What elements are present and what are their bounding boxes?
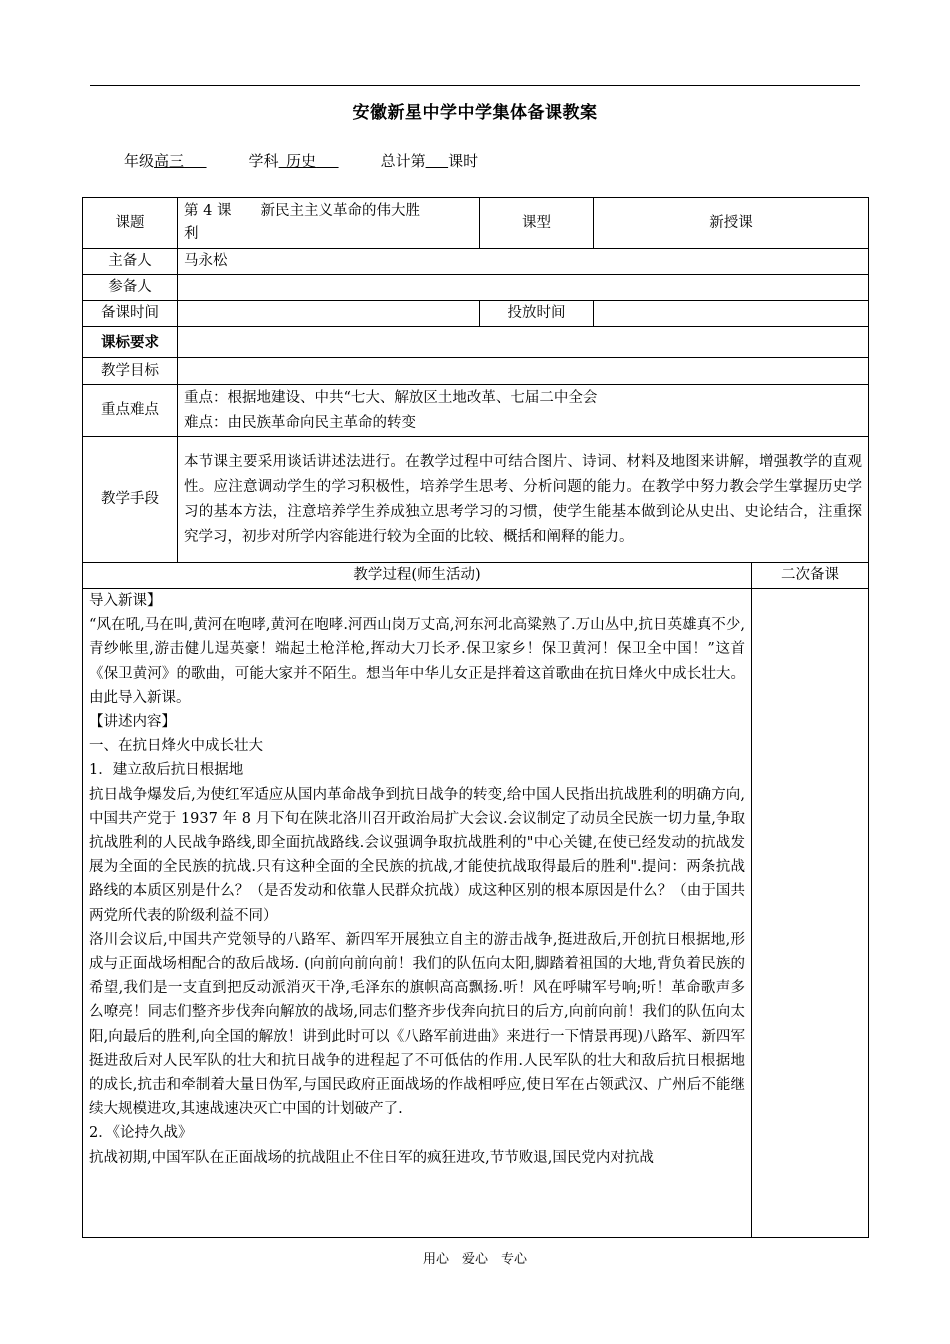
process-content-row bbox=[83, 589, 869, 1238]
total-value bbox=[426, 152, 449, 170]
goals-row bbox=[83, 358, 869, 385]
grade-value: 高三 bbox=[154, 152, 185, 170]
lead-value: 马永松 bbox=[178, 249, 869, 275]
release-time-value bbox=[594, 301, 869, 327]
standard-label: 课标要求 bbox=[83, 327, 178, 358]
type-label: 课型 bbox=[480, 198, 594, 249]
release-time-label: 投放时间 bbox=[480, 301, 594, 327]
process-paragraph: 一、在抗日烽火中成长壮大 bbox=[89, 738, 263, 755]
key-value: 重点：根据地建设、中共“七大、解放区土地改革、七届二中全会 难点：由民族革命向民主革命的转变 bbox=[178, 385, 869, 437]
process-paragraph: 【讲述内容】 bbox=[89, 714, 176, 731]
process-label: 教学过程(师生活动) bbox=[83, 563, 752, 589]
process-paragraph: 导入新课】 bbox=[89, 593, 162, 609]
process-paragraph: “风在吼,马在叫,黄河在咆哮,黄河在咆哮.河西山岗万丈高,河东河北高粱熟了.万山丛中,抗日英雄真不少,青纱帐里,游击健儿逞英豪！端起土枪洋枪,挥动大刀长矛.保卫家乡！保卫黄河！保卫全中国！”这首《保卫黄河》的歌曲，可能大家并不陌生。想当年中华儿女正是拌着这首歌曲在抗日烽火中成长壮大。由此导入新课。 bbox=[89, 617, 745, 706]
type-value: 新授课 bbox=[594, 198, 869, 249]
total-label: 总计第 bbox=[380, 152, 426, 170]
page-footer: 用心 爱心 专心 bbox=[422, 1252, 527, 1267]
second-prep-content bbox=[752, 589, 869, 1238]
process-paragraph: 洛川会议后,中国共产党领导的八路军、新四军开展独立自主的游击战争,挺进敌后,开创抗日根据地,形成与正面战场相配合的敌后战场. (向前向前向前！我们的队伍向太阳,脚踏着祖国的大地,背负着民族的希望,我们是一支直到把反动派消灭干净,毛泽东的旗帜高高飘扬.听！风在呼啸军号响;听！革命歌声多么嘹亮！同志们整齐步伐奔向解放的战场,同志们整齐步伐奔向抗日的后方,向前向前！我们的队伍向太阳,向最后的胜利,向全国的解放！讲到此时可以《八路军前进曲》来进行一下情景再现)八路军、新四军挺进敌后对人民军队的壮大和抗日战争的进程起了不可低估的作用.人民军队的壮大和敌后抗日根据地的成长,抗击和牵制着大量日伪军,与国民政府正面战场的作战相呼应,使日军在占领武汉、广州后不能继续大规模进攻,其速战速决灭亡中国的计划破产了. bbox=[89, 931, 745, 1118]
topic-value: 第 4 课 新民主主义革命的伟大胜 利 bbox=[178, 198, 480, 249]
process-paragraph: 抗日战争爆发后,为使红军适应从国内革命战争到抗日战争的转变,给中国人民指出抗战胜利的明确方向,中国共产党于 1937 年 8 月下旬在陕北洛川召开政治局扩大会议.会议制定了动员全民族一切力量,争取抗战胜利的人民战争路线,即全面抗战路线.会议强调争取抗战胜利的"中心关键,在使已经发动的抗战发展为全面的全民族的抗战.只有这种全面的全民族的抗战,才能使抗战取得最后的胜利".提问：两条抗战路线的本质区别是什么？（是否发动和依靠人民群众抗战）成这种区别的根本原因是什么？（由于国共两党所代表的阶级利益不同） bbox=[89, 786, 745, 924]
process-paragraph: 1．建立敌后抗日根据地 bbox=[89, 762, 244, 779]
prep-time-row bbox=[83, 301, 869, 327]
process-paragraph: 抗战初期,中国军队在正面战场的抗战阻止不住日军的疯狂进攻,节节败退,国民党内对抗战 bbox=[89, 1149, 654, 1166]
subject-label: 学科 bbox=[248, 152, 279, 170]
method-text: 本节课主要采用谈话讲述法进行。在教学过程中可结合图片、诗词、材料及地图来讲解，增强教学的直观性。应注意调动学生的学习积极性，培养学生思考、分析问题的能力。在教学中努力教会学生掌握历史学习的基本方法，注意培养学生养成独立思考学习的习惯，使学生能基本做到论从史出、史论结合，注重探究学习，初步对所学内容能进行较为全面的比较、概括和阐释的能力。 bbox=[178, 437, 869, 563]
method-label: 教学手段 bbox=[83, 437, 178, 563]
topic-row bbox=[83, 198, 869, 249]
goals-label: 教学目标 bbox=[83, 358, 178, 385]
prep-time-value bbox=[178, 301, 480, 327]
grade-label: 年级 bbox=[124, 152, 155, 170]
topic-label: 课题 bbox=[83, 198, 178, 249]
period-label: 课时 bbox=[448, 152, 479, 170]
second-prep-label: 二次备课 bbox=[752, 563, 869, 589]
lead-label: 主备人 bbox=[83, 249, 178, 275]
standard-row bbox=[83, 327, 869, 358]
lesson-plan-table bbox=[82, 197, 869, 1238]
lead-row bbox=[83, 249, 869, 275]
prep-time-label: 备课时间 bbox=[83, 301, 178, 327]
process-paragraph: 2．《论持久战》 bbox=[89, 1125, 193, 1142]
key-label: 重点难点 bbox=[83, 385, 178, 437]
co-value bbox=[178, 275, 869, 301]
key-row bbox=[83, 385, 869, 437]
process-header-row bbox=[83, 563, 869, 589]
subject-value: 历史 bbox=[286, 152, 317, 170]
document-title: 安徽新星中学中学集体备课教案 bbox=[352, 103, 598, 123]
method-row bbox=[83, 437, 869, 563]
standard-value bbox=[178, 327, 869, 358]
goals-value bbox=[178, 358, 869, 385]
process-content bbox=[83, 589, 752, 1238]
co-row bbox=[83, 275, 869, 301]
meta-line bbox=[124, 150, 478, 171]
co-label: 参备人 bbox=[83, 275, 178, 301]
top-rule bbox=[90, 85, 860, 86]
